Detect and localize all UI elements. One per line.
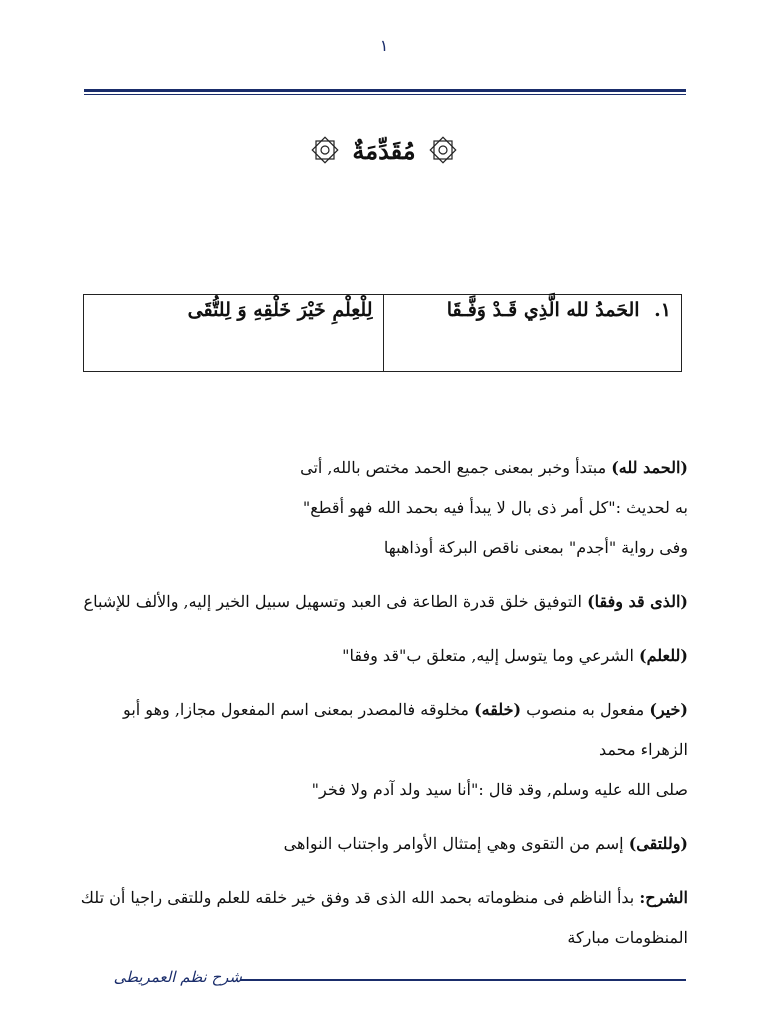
commentary (80, 448, 688, 958)
verse-first-hemistich (383, 295, 682, 371)
verse-table (83, 294, 682, 372)
footer-book-title: شرح نظم العمريطى (113, 968, 242, 986)
star-ornament-icon (428, 135, 458, 165)
commentary-term: (للعلم) (639, 646, 688, 665)
commentary-line: الشرح: بدأ الناظم فى منظوماته بحمد الله الذى قد وفق خير خلقه للعلم وللتقى راجيا أن تلك (80, 888, 688, 907)
commentary-line: وفى رواية "أجدم" بمعنى ناقص البركة أوذاهبها (383, 538, 688, 557)
commentary-term: (خير) (649, 700, 688, 719)
commentary-line: (الذى قد وفقا) التوفيق خلق قدرة الطاعة فى العبد وتسهيل سبيل الخير إليه, والألف للإشباع (83, 592, 688, 611)
section-title: مُقَدِّمَةٌ (352, 135, 416, 165)
verse-number: ١. (654, 299, 671, 321)
verse-second-hemistich (84, 295, 383, 371)
commentary-line: صلى الله عليه وسلم, وقد قال :"أنا سيد ولد آدم ولا فخر" (311, 780, 688, 799)
star-ornament-icon (310, 135, 340, 165)
section-heading (0, 128, 768, 172)
verse-second-text: لِلْعِلْمِ خَيْرَ خَلْقِهِ وَ لِلتُّقَى (187, 299, 373, 321)
header-rule (84, 89, 686, 92)
footer-rule (240, 979, 686, 981)
commentary-line: (وللتقى) إسم من التقوى وهي إمتثال الأوامر واجتناب النواهى (283, 834, 688, 853)
header-rule-thin (84, 94, 686, 95)
commentary-term: (وللتقى) (628, 834, 688, 853)
verse-first-text: الحَمدُ لله الَّذِي قَـدْ وَفَّـقَا (446, 299, 640, 321)
page-number: ١ (379, 36, 389, 55)
commentary-term: (الحمد لله) (611, 458, 688, 477)
commentary-line: (الحمد لله) مبتدأ وخبر بمعنى جميع الحمد مختص بالله, أتى (300, 458, 688, 477)
commentary-line: المنظومات مباركة (567, 928, 688, 947)
commentary-line: (للعلم) الشرعي وما يتوسل إليه, متعلق ب"قد وفقا" (342, 646, 688, 665)
commentary-term: (الذى قد وفقا) (587, 592, 688, 611)
commentary-line: به لحديث :"كل أمر ذى بال لا يبدأ فيه بحمد الله فهو أقطع" (302, 498, 688, 517)
commentary-term: (خلقه) (474, 700, 522, 719)
commentary-line: (خير) مفعول به منصوب (خلقه) مخلوقه فالمصدر بمعنى اسم المفعول مجازا, وهو أبو الزهراء محمد (123, 700, 688, 759)
commentary-term: الشرح: (639, 888, 688, 907)
